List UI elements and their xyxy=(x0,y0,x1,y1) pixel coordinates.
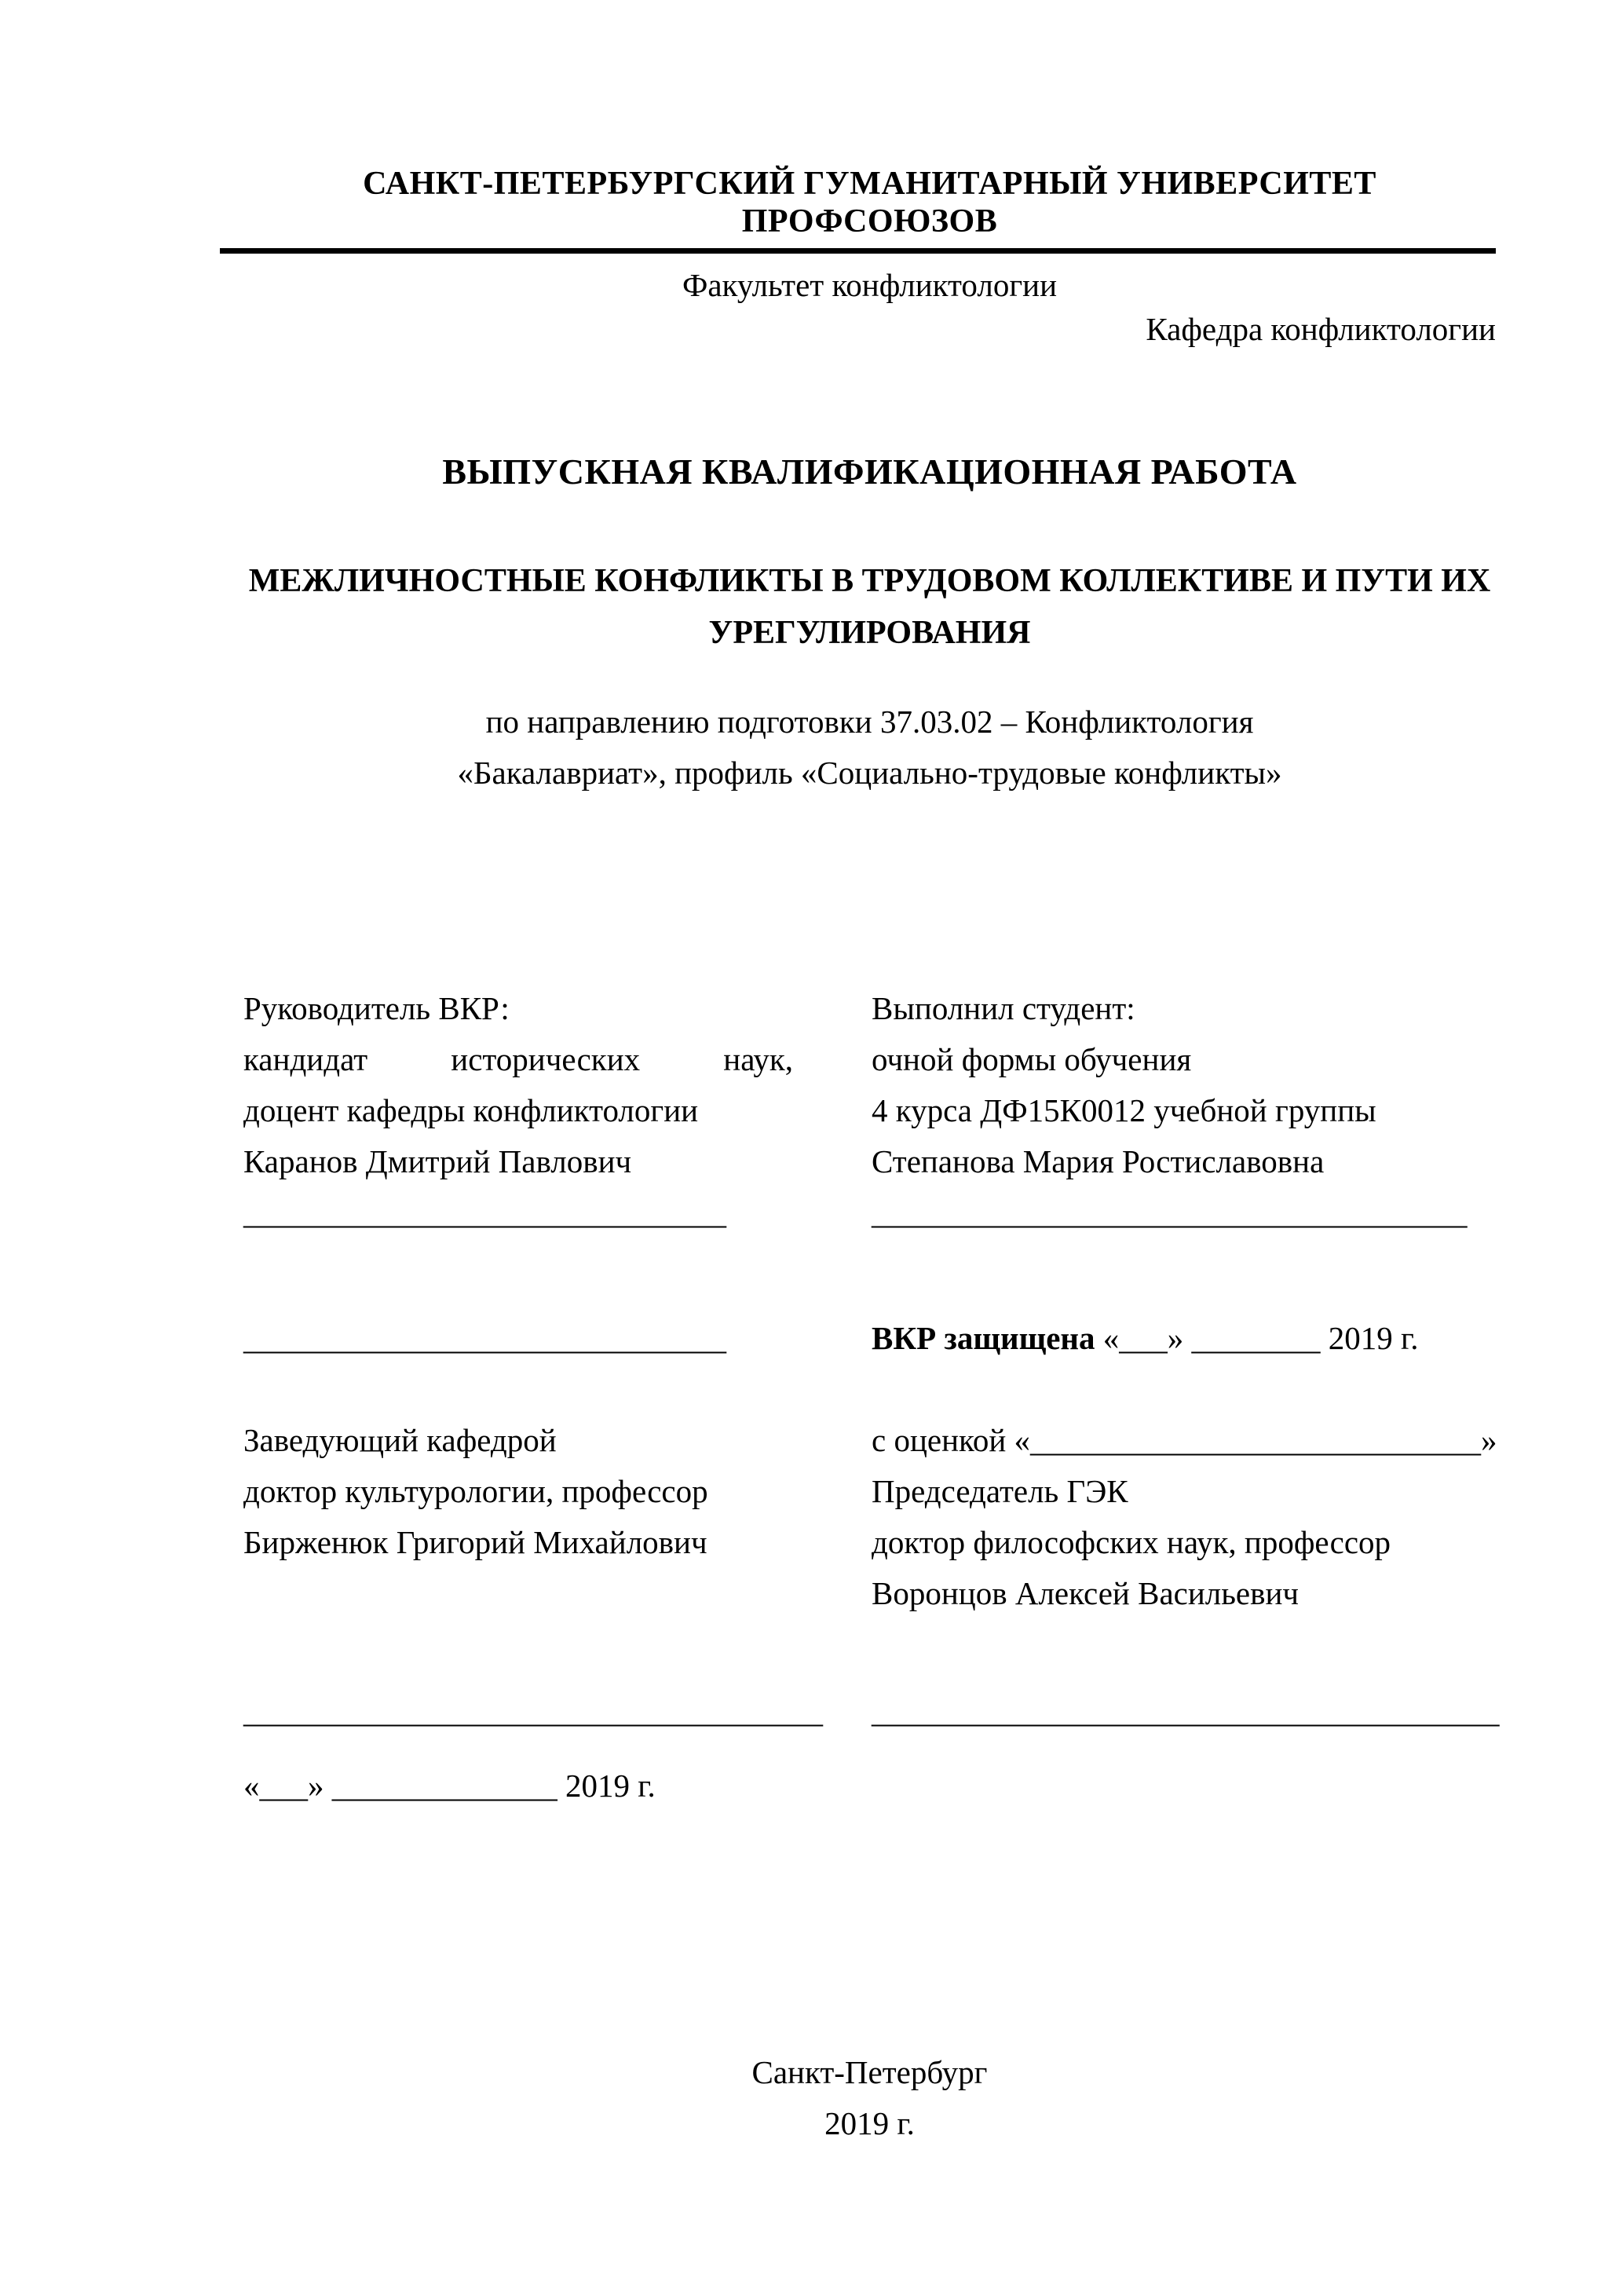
defense-label-rest: «___» ________ 2019 г. xyxy=(1095,1320,1419,1356)
supervisor-degree-line-1: кандидат исторических наук, xyxy=(243,1041,793,1077)
head-bottom-signature-line: ____________________________________ xyxy=(243,1693,823,1729)
student-signature-line: _____________________________________ xyxy=(872,1194,1468,1230)
defense-label-row xyxy=(872,1313,1496,1364)
footer-year: 2019 г. xyxy=(824,2105,915,2141)
thesis-title-line-2: УРЕГУЛИРОВАНИЯ xyxy=(708,615,1031,651)
defense-label-bold: ВКР защищена xyxy=(872,1320,1095,1356)
supervisor-heading: Руководитель ВКР: xyxy=(243,990,510,1026)
supervisor-name: Каранов Дмитрий Павлович xyxy=(243,1143,632,1179)
student-line-2: 4 курса ДФ15К0012 учебной группы xyxy=(872,1092,1376,1128)
student-name: Степанова Мария Ростиславовна xyxy=(872,1143,1325,1179)
university-name: САНКТ-ПЕТЕРБУРГСКИЙ ГУМАНИТАРНЫЙ УНИВЕРСИТЕТ ПРОФСОЮЗОВ xyxy=(363,166,1376,239)
head-of-department-column xyxy=(243,1313,793,1619)
head-date-line: «___» ______________ 2019 г. xyxy=(243,1768,656,1804)
document-type-title: ВЫПУСКНАЯ КВАЛИФИКАЦИОННАЯ РАБОТА xyxy=(442,452,1297,492)
bottom-signature-block xyxy=(243,1686,1500,1737)
head-signature-line: ______________________________ xyxy=(243,1320,726,1356)
thesis-title-line-1: МЕЖЛИЧНОСТНЫЕ КОНФЛИКТЫ В ТРУДОВОМ КОЛЛЕКТИВЕ И ПУТИ ИХ xyxy=(248,563,1491,599)
department-line: Кафедра конфликтологии xyxy=(1146,311,1496,347)
program-block xyxy=(243,696,1496,799)
faculty-line: Факультет конфликтологии xyxy=(682,267,1058,303)
supervisor-student-block xyxy=(243,983,1496,1238)
head-position: Заведующий кафедрой xyxy=(243,1422,557,1458)
defense-column xyxy=(872,1313,1496,1619)
header-rule xyxy=(220,248,1496,254)
program-line-2: «Бакалавриат», профиль «Социально-трудовые конфликты» xyxy=(457,755,1282,791)
student-line-1: очной формы обучения xyxy=(872,1041,1192,1077)
chairman-degree: доктор философских наук, профессор xyxy=(872,1524,1391,1560)
supervisor-column xyxy=(243,983,793,1238)
supervisor-signature-line: ______________________________ xyxy=(243,1194,726,1230)
student-column xyxy=(872,983,1496,1238)
chairman-name: Воронцов Алексей Васильевич xyxy=(872,1575,1299,1611)
defense-bottom-signature-line: _______________________________________ xyxy=(872,1693,1500,1729)
chairman-title: Председатель ГЭК xyxy=(872,1473,1128,1509)
department-defense-block xyxy=(243,1313,1496,1619)
spacer-row xyxy=(243,1364,793,1415)
supervisor-degree-line-2: доцент кафедры конфликтологии xyxy=(243,1092,699,1128)
thesis-title xyxy=(243,555,1496,659)
head-name: Бирженюк Григорий Михайлович xyxy=(243,1524,707,1560)
footer-city: Санкт-Петербург xyxy=(751,2054,988,2090)
defense-grade-line: с оценкой «____________________________» xyxy=(872,1422,1497,1458)
program-line-1: по направлению подготовки 37.03.02 – Конфликтология xyxy=(485,704,1254,740)
student-heading: Выполнил студент: xyxy=(872,990,1135,1026)
spacer-row xyxy=(872,1364,1496,1415)
footer xyxy=(243,2047,1496,2149)
head-degree: доктор культурологии, профессор xyxy=(243,1473,708,1509)
